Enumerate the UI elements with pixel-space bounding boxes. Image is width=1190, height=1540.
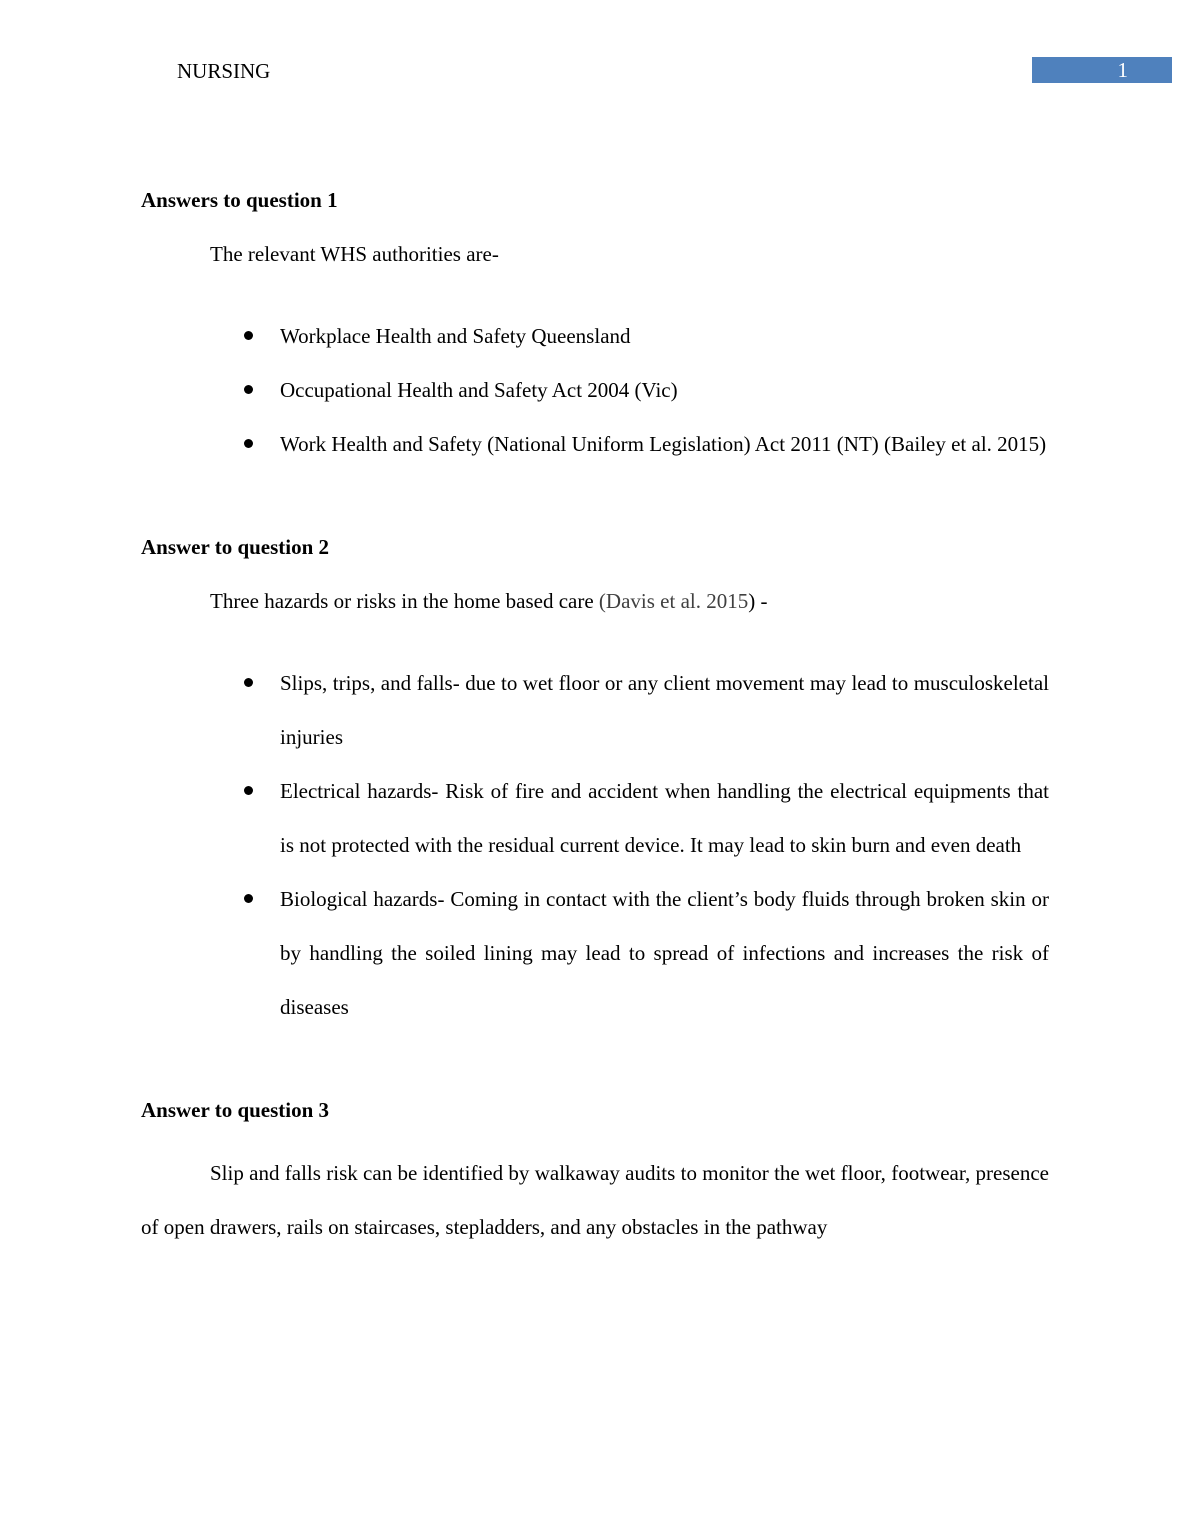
list-item [280, 309, 1049, 363]
page-number: 1 [1117, 58, 1128, 82]
section-question-2 [141, 529, 1049, 1034]
intro-text: Three hazards or risks in the home based care [210, 589, 599, 613]
bullet-icon [244, 786, 253, 795]
intro-question-2 [141, 583, 1049, 619]
bullet-icon [244, 439, 253, 448]
bullet-list-question-2 [141, 656, 1049, 1034]
heading-question-3: Answer to question 3 [141, 1098, 330, 1122]
bullet-icon [244, 331, 253, 340]
list-item-text: Slips, trips, and falls- due to wet floor or any client movement may lead to musculoskeletal injuries [280, 671, 1049, 749]
list-item [280, 872, 1049, 1034]
list-item-text: Biological hazards- Coming in contact with the client’s body fluids through broken skin or by handling the soiled lining may lead to spread of infections and increases the risk of diseases [280, 887, 1049, 1019]
bullet-list-question-1 [141, 309, 1049, 471]
bullet-icon [244, 894, 253, 903]
section-question-3 [141, 1092, 1049, 1254]
paragraph-question-3: Slip and falls risk can be identified by walkaway audits to monitor the wet floor, footwear, presence of open drawers, rails on staircases, stepladders, and any obstacles in the pathway [141, 1161, 1049, 1239]
heading-question-2: Answer to question 2 [141, 535, 330, 559]
heading-question-1: Answers to question 1 [141, 188, 338, 212]
bullet-icon [244, 385, 253, 394]
running-header: NURSING [177, 59, 271, 83]
bullet-icon [244, 678, 253, 687]
list-item [280, 363, 1049, 417]
document-body [141, 182, 1049, 1254]
list-item-text: Electrical hazards- Risk of fire and accident when handling the electrical equipments that is not protected with the residual current device. It may lead to skin burn and even death [280, 779, 1049, 857]
list-item [280, 656, 1049, 764]
section-question-1 [141, 182, 1049, 471]
list-item-text: Work Health and Safety (National Uniform Legislation) Act 2011 (NT) (Bailey et al. 2015) [280, 432, 1047, 456]
intro-question-1: The relevant WHS authorities are- [210, 242, 499, 266]
citation: (Davis et al. 2015 [598, 589, 749, 613]
list-item-text: Workplace Health and Safety Queensland [280, 324, 631, 348]
list-item [280, 764, 1049, 872]
list-item [280, 417, 1049, 471]
list-item-text: Occupational Health and Safety Act 2004 (Vic) [280, 378, 678, 402]
page-number-box [1032, 57, 1172, 83]
intro-text-end: ) - [748, 589, 768, 613]
